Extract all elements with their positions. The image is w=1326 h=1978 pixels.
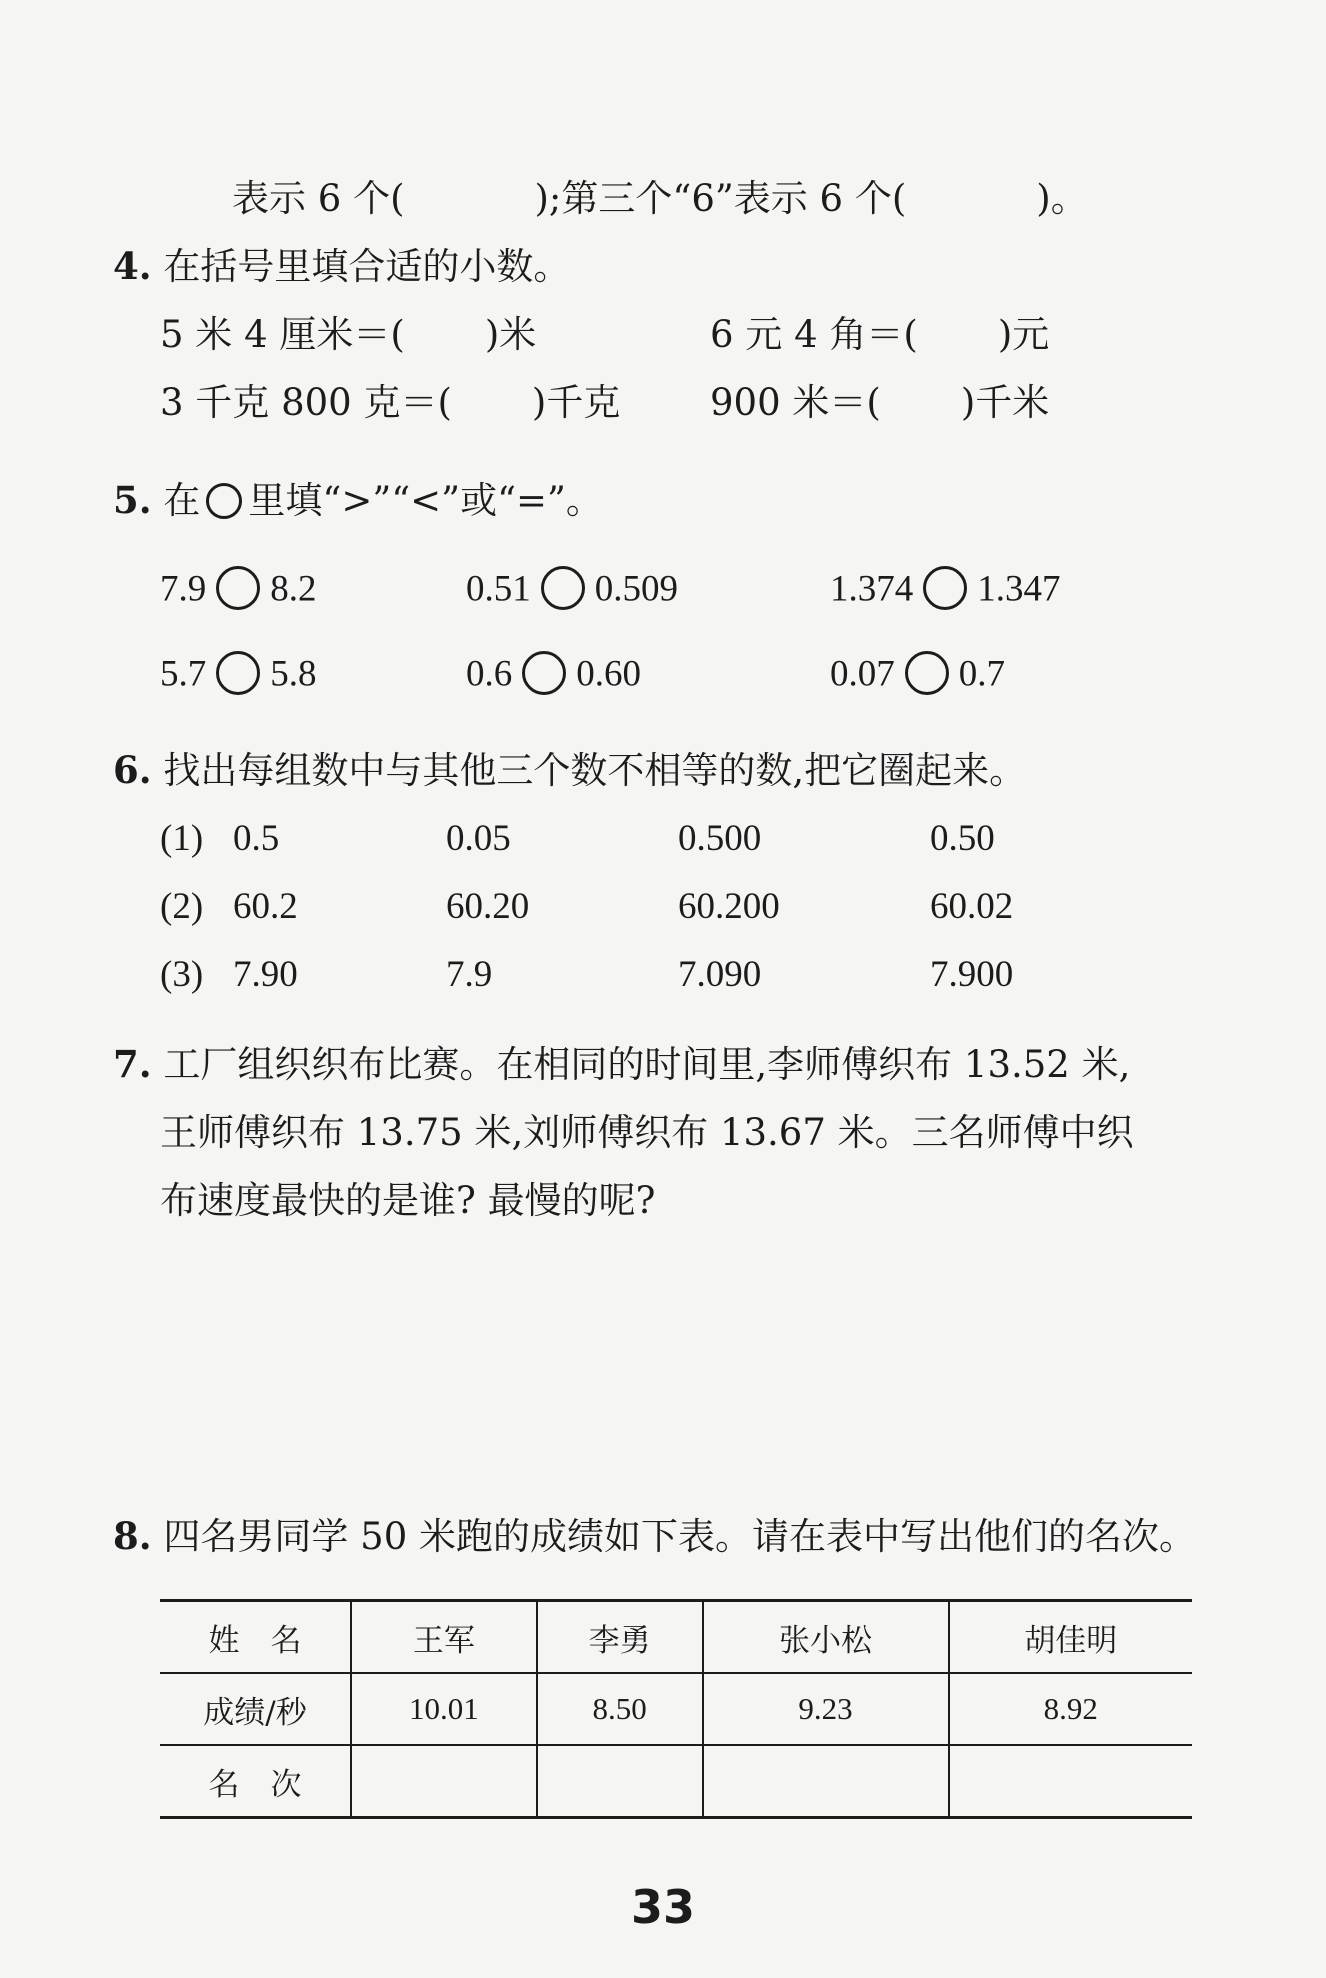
q4-item-1: [160, 313, 537, 356]
item-text: 5 米 4 厘米＝(: [160, 313, 405, 356]
compare-right: 0.60: [576, 653, 641, 695]
compare-item: [830, 570, 1061, 614]
q7-line-3: 布速度最快的是谁? 最慢的呢?: [160, 1179, 656, 1222]
q5-heading: [113, 478, 603, 522]
q4-item-3: [160, 381, 621, 424]
compare-item: [830, 655, 1005, 699]
q3-text-1: 表示 6 个(: [232, 177, 405, 220]
name-cell: 张小松: [703, 1601, 949, 1674]
q4-item-2: [710, 313, 1050, 356]
item-unit: )米: [484, 313, 537, 356]
compare-circle[interactable]: [216, 651, 260, 695]
question-number: 6.: [113, 748, 152, 792]
q4-item-4: [710, 381, 1050, 424]
compare-circle[interactable]: [923, 566, 967, 610]
table-row-ranks: [160, 1745, 1192, 1818]
row-label: 姓 名: [160, 1601, 351, 1674]
q8-heading: [113, 1514, 1197, 1558]
rank-cell[interactable]: [537, 1745, 703, 1818]
table-row-scores: [160, 1673, 1192, 1745]
rank-cell[interactable]: [703, 1745, 949, 1818]
group-label: (2): [160, 886, 204, 927]
q4-heading: [113, 244, 571, 288]
compare-right: 8.2: [270, 568, 317, 610]
compare-left: 0.51: [466, 568, 531, 610]
compare-circle[interactable]: [541, 566, 585, 610]
item-unit: )千米: [960, 381, 1050, 424]
q3-continuation: [232, 177, 1088, 220]
group-value[interactable]: 7.90: [233, 954, 298, 995]
q3-text-3: )。: [1036, 177, 1088, 220]
group-label: (3): [160, 954, 204, 995]
compare-circle[interactable]: [905, 651, 949, 695]
compare-left: 5.7: [160, 653, 207, 695]
question-title-pre: 在: [163, 479, 201, 522]
page-number: 33: [630, 1880, 695, 1934]
question-title: 在括号里填合适的小数。: [163, 245, 571, 288]
group-value[interactable]: 0.50: [930, 818, 995, 859]
item-text: 3 千克 800 克＝(: [160, 381, 452, 424]
name-cell: 王军: [351, 1601, 537, 1674]
compare-right: 1.347: [977, 568, 1061, 610]
compare-right: 0.509: [594, 568, 678, 610]
question-number: 4.: [113, 244, 152, 288]
q7-line-2: 王师傅织布 13.75 米,刘师傅织布 13.67 米。三名师傅中织: [160, 1111, 1134, 1154]
score-cell: 8.92: [949, 1673, 1192, 1745]
item-unit: )元: [997, 313, 1050, 356]
question-number: 8.: [113, 1514, 152, 1558]
compare-item: [160, 570, 317, 614]
answer-area[interactable]: [160, 1240, 1190, 1490]
rank-cell[interactable]: [949, 1745, 1192, 1818]
compare-circle[interactable]: [522, 651, 566, 695]
group-value[interactable]: 7.090: [678, 954, 762, 995]
group-value[interactable]: 60.2: [233, 886, 298, 927]
compare-left: 0.07: [830, 653, 895, 695]
q7-line-1: [113, 1042, 1131, 1086]
name-cell: 李勇: [537, 1601, 703, 1674]
group-value[interactable]: 60.200: [678, 886, 780, 927]
compare-item: [466, 570, 678, 614]
group-value[interactable]: 0.5: [233, 818, 280, 859]
compare-right: 0.7: [958, 653, 1005, 695]
group-label: (1): [160, 818, 204, 859]
compare-circle[interactable]: [216, 566, 260, 610]
compare-left: 7.9: [160, 568, 207, 610]
circle-icon: [206, 483, 242, 519]
group-value[interactable]: 0.500: [678, 818, 762, 859]
row-label: 名 次: [160, 1745, 351, 1818]
compare-item: [466, 655, 641, 699]
group-value[interactable]: 60.20: [446, 886, 530, 927]
score-cell: 10.01: [351, 1673, 537, 1745]
compare-right: 5.8: [270, 653, 317, 695]
compare-left: 0.6: [466, 653, 513, 695]
group-value[interactable]: 0.05: [446, 818, 511, 859]
question-title: 四名男同学 50 米跑的成绩如下表。请在表中写出他们的名次。: [163, 1515, 1197, 1558]
row-label: 成绩/秒: [160, 1673, 351, 1745]
item-text: 6 元 4 角＝(: [710, 313, 918, 356]
name-cell: 胡佳明: [949, 1601, 1192, 1674]
results-table: [160, 1599, 1192, 1819]
compare-left: 1.374: [830, 568, 914, 610]
question-number: 5.: [113, 478, 152, 522]
q6-heading: [113, 748, 1027, 792]
question-title: 找出每组数中与其他三个数不相等的数,把它圈起来。: [163, 749, 1027, 792]
table-row-names: [160, 1601, 1192, 1674]
item-unit: )千克: [531, 381, 621, 424]
question-title-post: 里填“>”“<”或“=”。: [248, 479, 603, 522]
group-value[interactable]: 60.02: [930, 886, 1014, 927]
q3-text-2: );第三个“6”表示 6 个(: [534, 177, 907, 220]
compare-item: [160, 655, 317, 699]
question-text: 工厂组织织布比赛。在相同的时间里,李师傅织布 13.52 米,: [163, 1043, 1131, 1086]
question-number: 7.: [113, 1042, 152, 1086]
item-text: 900 米＝(: [710, 381, 881, 424]
score-cell: 8.50: [537, 1673, 703, 1745]
group-value[interactable]: 7.9: [446, 954, 493, 995]
rank-cell[interactable]: [351, 1745, 537, 1818]
score-cell: 9.23: [703, 1673, 949, 1745]
group-value[interactable]: 7.900: [930, 954, 1014, 995]
